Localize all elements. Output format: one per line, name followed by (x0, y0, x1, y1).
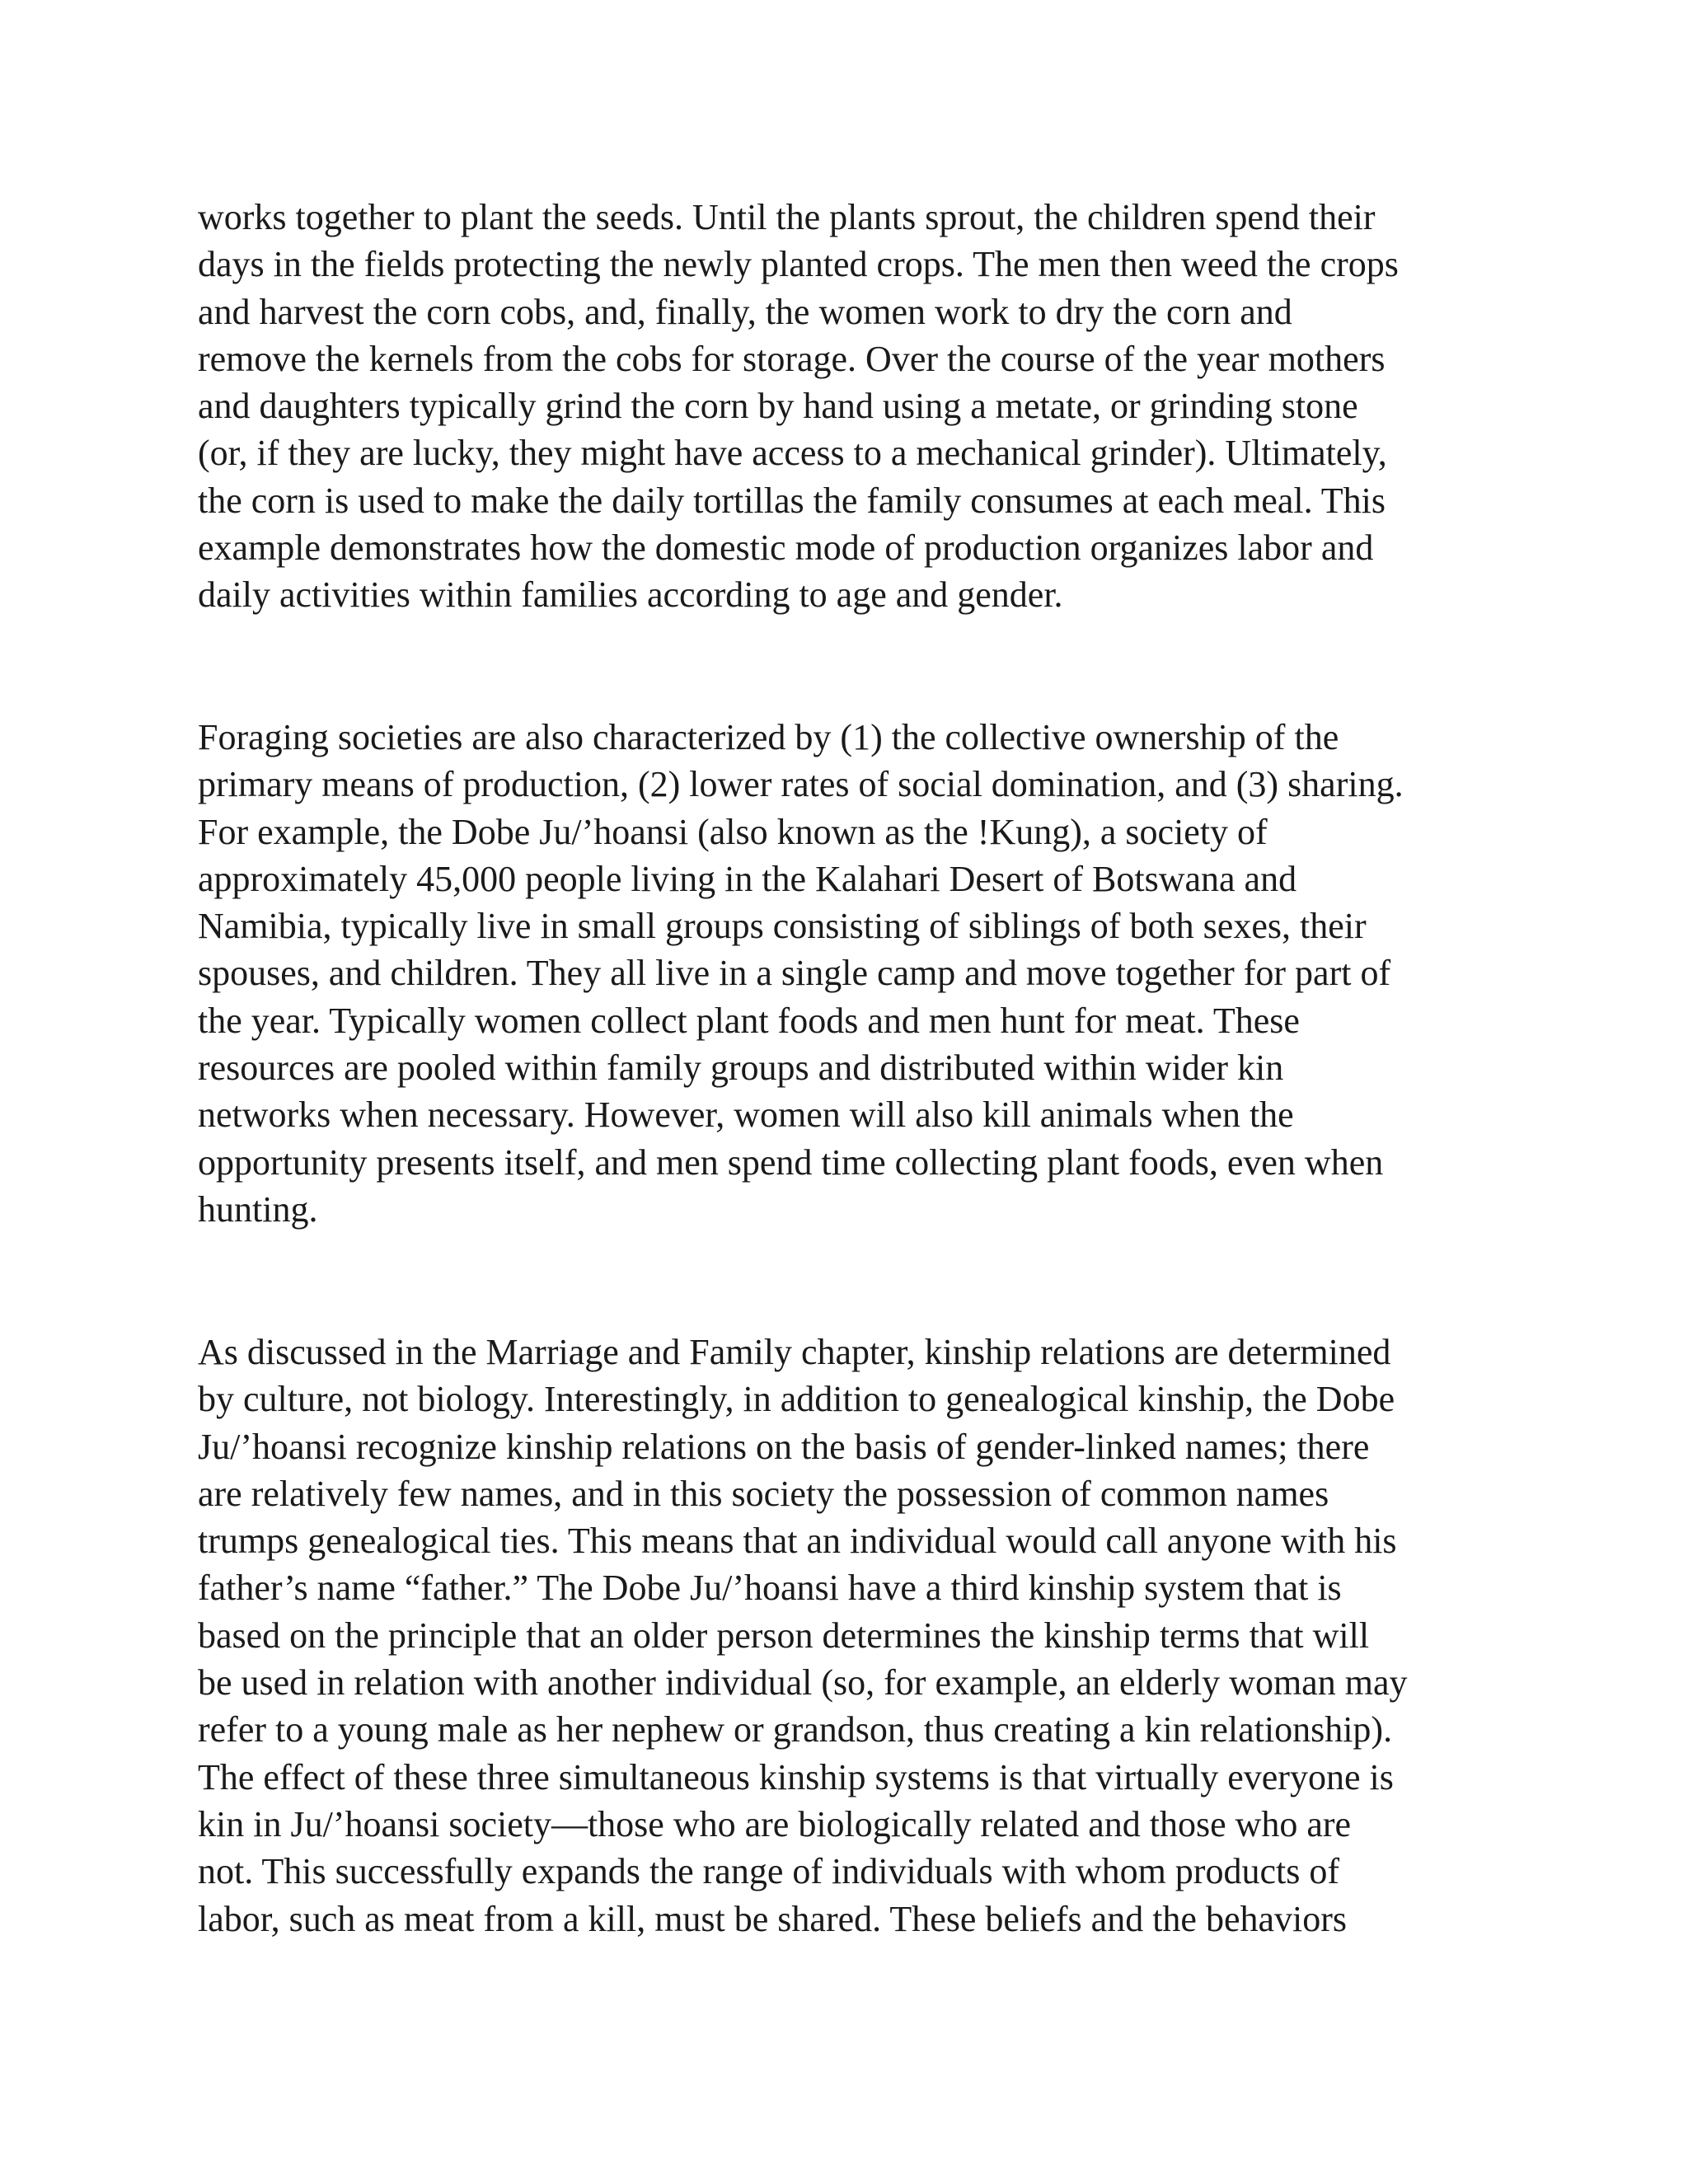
text-line: (or, if they are lucky, they might have access to a mechanical grinder). Ultimately, (198, 433, 1387, 474)
text-line: resources are pooled within family groups and distributed within wider kin (198, 1047, 1284, 1089)
text-line: and harvest the corn cobs, and, finally, the women work to dry the corn and (198, 291, 1292, 332)
paragraph-kinship-relations (198, 1329, 1517, 1943)
text-line: example demonstrates how the domestic mode of production organizes labor and (198, 527, 1374, 569)
text-line: approximately 45,000 people living in the Kalahari Desert of Botswana and (198, 858, 1297, 899)
text-line: days in the fields protecting the newly planted crops. The men then weed the crops (198, 244, 1399, 285)
text-line: kin in Ju/’hoansi society—those who are biologically related and those who are (198, 1803, 1352, 1844)
text-line: and daughters typically grind the corn by hand using a metate, or grinding stone (198, 386, 1358, 427)
paragraph-foraging-societies (198, 714, 1517, 1233)
text-line: father’s name “father.” The Dobe Ju/’hoansi have a third kinship system that is (198, 1568, 1342, 1609)
text-line: Foraging societies are also characterized by (1) the collective ownership of the (198, 717, 1339, 757)
text-line: trumps genealogical ties. This means that an individual would call anyone with his (198, 1521, 1397, 1562)
text-line: are relatively few names, and in this society the possession of common names (198, 1473, 1329, 1514)
text-line: networks when necessary. However, women will also kill animals when the (198, 1094, 1294, 1136)
text-line: refer to a young male as her nephew or grandson, thus creating a kin relationship). (198, 1709, 1393, 1750)
text-line: The effect of these three simultaneous kinship systems is that virtually everyone is (198, 1756, 1394, 1797)
text-line: primary means of production, (2) lower rates of social domination, and (3) sharing. (198, 764, 1404, 805)
text-line: works together to plant the seeds. Until the plants sprout, the children spend their (198, 197, 1376, 237)
text-line: opportunity presents itself, and men spend time collecting plant foods, even when (198, 1141, 1384, 1183)
text-line: spouses, and children. They all live in a single camp and move together for part of (198, 953, 1391, 994)
text-line: remove the kernels from the cobs for storage. Over the course of the year mothers (198, 338, 1386, 379)
text-line: the year. Typically women collect plant foods and men hunt for meat. These (198, 1000, 1300, 1041)
text-line: Namibia, typically live in small groups consisting of siblings of both sexes, their (198, 906, 1367, 947)
text-line: the corn is used to make the daily tortillas the family consumes at each meal. This (198, 480, 1386, 521)
text-line: not. This successfully expands the range of individuals with whom products of (198, 1851, 1339, 1892)
text-line: As discussed in the Marriage and Family chapter, kinship relations are determined (198, 1332, 1391, 1372)
text-line: labor, such as meat from a kill, must be shared. These beliefs and the behaviors (198, 1898, 1348, 1939)
text-line: hunting. (198, 1188, 318, 1230)
text-line: based on the principle that an older person determines the kinship terms that will (198, 1615, 1370, 1656)
paragraph-domestic-production (198, 194, 1517, 619)
text-line: Ju/’hoansi recognize kinship relations on the basis of gender-linked names; there (198, 1426, 1370, 1467)
text-line: daily activities within families according to age and gender. (198, 574, 1063, 616)
text-line: by culture, not biology. Interestingly, in addition to genealogical kinship, the Dobe (198, 1379, 1395, 1420)
text-line: be used in relation with another individual (so, for example, an elderly woman may (198, 1662, 1408, 1704)
text-line: For example, the Dobe Ju/’hoansi (also known as the !Kung), a society of (198, 811, 1268, 852)
